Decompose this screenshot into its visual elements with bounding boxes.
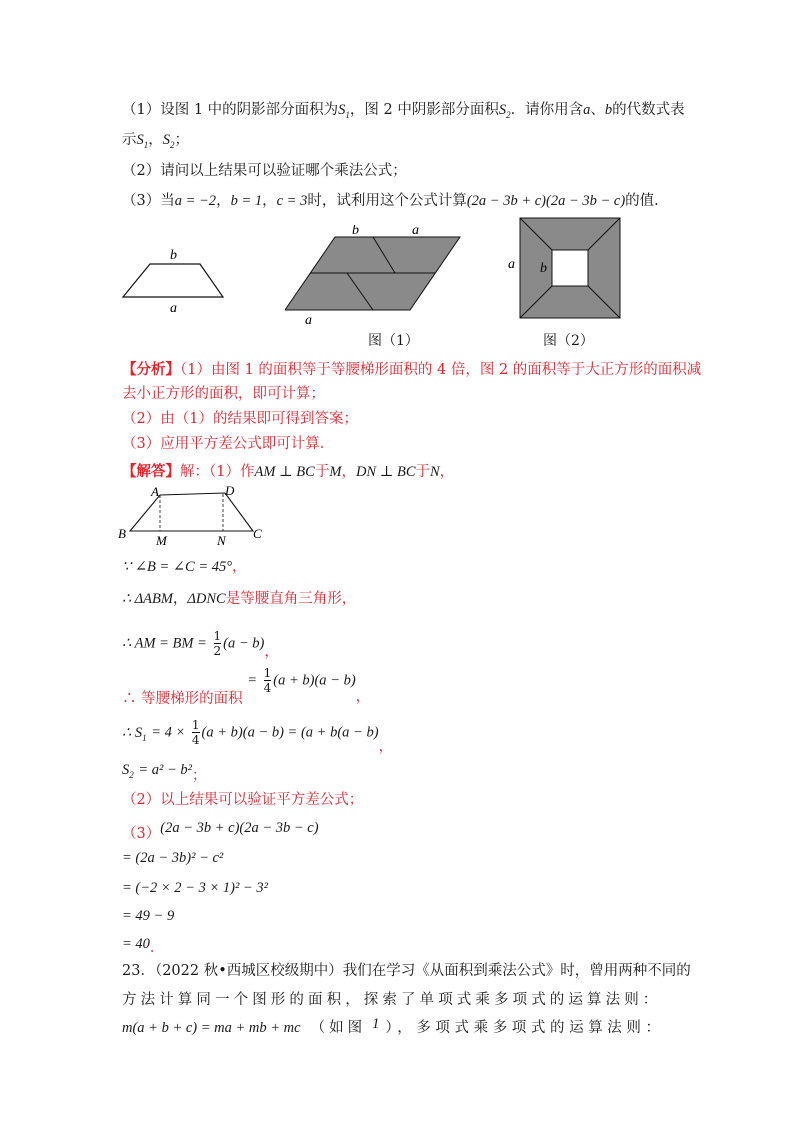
question-1-line2: 示$S_1$，$S_2$； (122, 132, 189, 150)
label-M: M (156, 533, 167, 548)
figure-1-caption: 图（1） (368, 333, 419, 349)
q23-line1: 23．（2022 秋•西城区校级期中）我们在学习《从面积到乘法公式》时，曾用两种不同的 (122, 963, 691, 979)
fig2-label-a: a (508, 257, 515, 272)
fig1-label-a-top: a (412, 225, 419, 238)
label-N: N (217, 533, 226, 548)
step-4: = 40． (122, 936, 165, 956)
trap-area-line: ∴ 等腰梯形的面积 = $\frac{1}{4}$ (a + b)(a − b)， (122, 666, 371, 707)
inner-square (552, 250, 588, 286)
q1-text: （1）设图 1 中的阴影部分面积为 (122, 102, 339, 118)
trapezoid-shape (123, 264, 223, 297)
trap-label-b: b (170, 248, 177, 263)
q23-line2: 方法计算同一个图形的面积，探索了单项式乘多项式的运算法则： (122, 992, 662, 1008)
s1-symbol: $S_1$ (338, 102, 350, 120)
figure-2 (500, 215, 625, 325)
step-2: = (−2 × 2 − 3 × 1)² − 3² (122, 880, 268, 896)
question-3: （3）当a = −2，b = 1，c = 3时，试利用这个公式计算(2a − 3b + c)(2a − 3b − c)的值. (122, 193, 659, 209)
solution-p3: （3）(2a − 3b + c)(2a − 3b − c) (122, 820, 319, 842)
question-2: （2）请问以上结果可以验证哪个乘法公式； (122, 163, 407, 179)
fraction-half: $\frac{1}{2}$ (213, 629, 222, 658)
label-D: D (225, 483, 235, 498)
trapezoid-figure (115, 245, 235, 315)
fig1-label-b: b (352, 225, 359, 238)
trapezoid-abcd-diagram (115, 483, 275, 548)
analysis-p3: （3）应用平方差公式即可计算． (122, 436, 335, 452)
fig1-label-a-bottom: a (305, 313, 312, 325)
analysis-p1b: 去小正方形的面积，即可计算； (122, 386, 325, 402)
am-eq-line: ∴ AM = BM = $\frac{1}{2}$ (a − b)， (122, 629, 279, 660)
fig2-label-b: b (540, 261, 547, 276)
analysis-p1: 【分析】（1）由图 1 的面积等于等腰梯形面积的 4 倍，图 2 的面积等于大正方形的面积减 (122, 361, 702, 378)
label-C: C (253, 526, 262, 541)
analysis-tag: 【分析】 (122, 361, 180, 378)
step-3: = 49 − 9 (122, 908, 175, 924)
because-line: ∵ ∠B = ∠C = 45°， (122, 559, 247, 575)
analysis-p2: （2）由（1）的结果即可得到答案； (122, 411, 358, 427)
s2-eq-line: $S_2 = a^2 - b^2$； (122, 762, 207, 784)
trap-label-a: a (170, 301, 177, 315)
s1-eq-line: ∴ $S_1 = 4$ × $\frac{1}{4}$ (a + b)(a − b) = (a + b(a − b)， (122, 718, 394, 755)
solution-intro: 【解答】解：（1）作AM ⊥ BC于M，DN ⊥ BC于N， (122, 463, 455, 480)
s2-symbol: $S_2$ (498, 102, 511, 120)
fraction-quarter-1: $\frac{1}{4}$ (263, 666, 272, 695)
figure-1 (285, 225, 470, 325)
step-1: = (2a − 3b)² − c² (122, 850, 224, 866)
therefore-iso-line: ∴ ΔABM，ΔDNC是等腰直角三角形， (122, 591, 357, 607)
label-A: A (151, 484, 159, 499)
fraction-quarter-2: $\frac{1}{4}$ (191, 718, 200, 747)
question-1-line1: （1）设图 1 中的阴影部分面积为$S_1$，图 2 中阴影部分面积$S_2$．请你用含a、b的代数式表 (122, 102, 685, 120)
solution-tag: 【解答】 (122, 463, 180, 480)
label-B: B (118, 526, 126, 541)
q23-line3: m(a + b + c) = ma + mb + mc （如图 1 ），多项式乘多项式的运算法则： (122, 1016, 665, 1036)
figure-2-caption: 图（2） (543, 333, 594, 349)
solution-p2: （2）以上结果可以验证平方差公式； (122, 792, 364, 808)
